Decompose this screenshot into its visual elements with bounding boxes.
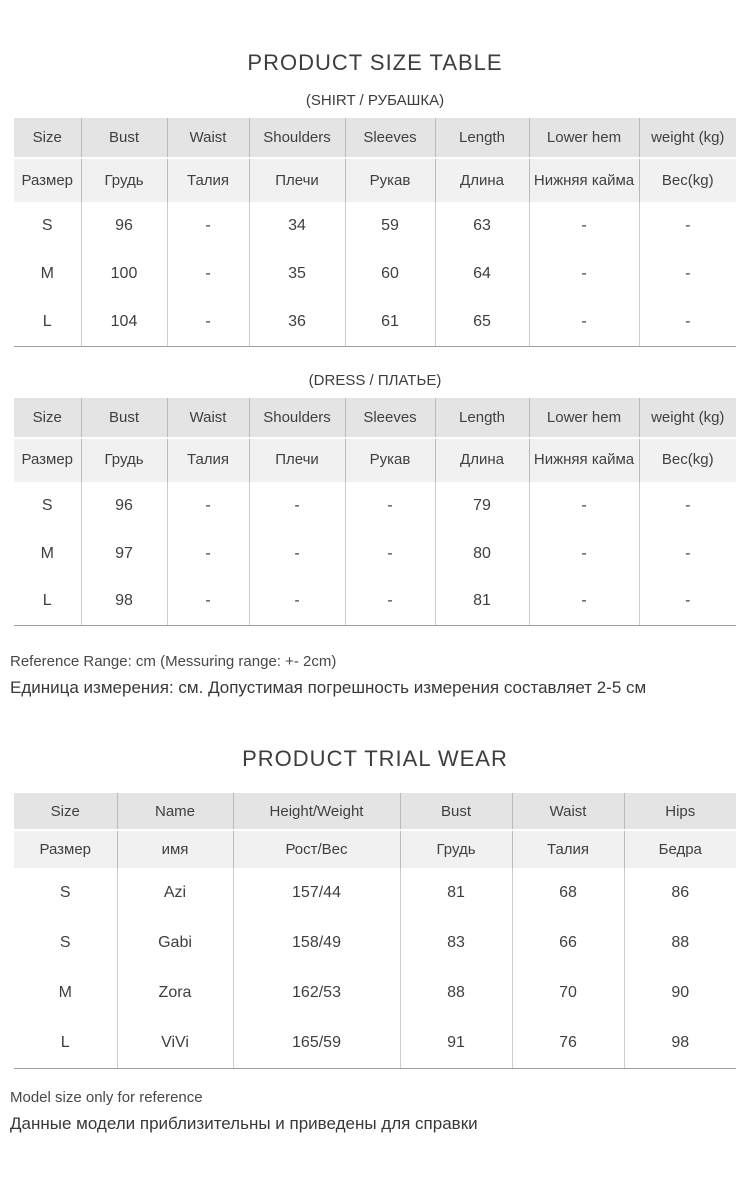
- table-row: [14, 968, 736, 1018]
- cell: 96: [81, 202, 167, 250]
- col-header-waist-ru: Талия: [512, 830, 624, 868]
- shirt-header-row-en: [14, 118, 736, 158]
- cell: 96: [81, 482, 167, 530]
- col-header-height-weight: Height/Weight: [233, 793, 400, 830]
- cell: 64: [435, 250, 529, 298]
- col-header-bust-ru: Грудь: [400, 830, 512, 868]
- col-header-waist: Waist: [167, 398, 249, 438]
- col-header-bust: Bust: [400, 793, 512, 830]
- cell: -: [167, 578, 249, 626]
- table-row: [14, 250, 736, 298]
- col-header-sleeves-ru: Рукав: [345, 438, 435, 482]
- cell: 100: [81, 250, 167, 298]
- col-header-weight: weight (kg): [639, 118, 736, 158]
- cell: -: [167, 298, 249, 346]
- table-row: [14, 482, 736, 530]
- col-header-bust: Bust: [81, 398, 167, 438]
- cell: -: [345, 578, 435, 626]
- cell: L: [14, 578, 81, 626]
- col-header-size: Size: [14, 398, 81, 438]
- table-row: [14, 868, 736, 918]
- cell: 63: [435, 202, 529, 250]
- col-header-waist-ru: Талия: [167, 438, 249, 482]
- table-row: [14, 530, 736, 578]
- col-header-waist: Waist: [512, 793, 624, 830]
- page-title: PRODUCT SIZE TABLE: [247, 50, 503, 75]
- trial-header-row-ru: [14, 830, 736, 868]
- cell: -: [529, 202, 639, 250]
- cell: -: [529, 250, 639, 298]
- col-header-size-ru: Размер: [14, 438, 81, 482]
- col-header-weight-ru: Вес(kg): [639, 438, 736, 482]
- cell: -: [167, 530, 249, 578]
- cell: 98: [624, 1018, 736, 1068]
- table-row: [14, 918, 736, 968]
- col-header-hips-ru: Бедра: [624, 830, 736, 868]
- cell: 104: [81, 298, 167, 346]
- shirt-table-subtitle: (SHIRT / РУБАШКА): [305, 92, 445, 109]
- measuring-note-en: Reference Range: cm (Messuring range: +- 2cm): [10, 653, 337, 670]
- shirt-header-row-ru: [14, 158, 736, 202]
- cell: 98: [81, 578, 167, 626]
- col-header-shoulders-ru: Плечи: [249, 438, 345, 482]
- cell: S: [14, 202, 81, 250]
- cell: 61: [345, 298, 435, 346]
- cell: -: [249, 482, 345, 530]
- col-header-weight-ru: Вес(kg): [639, 158, 736, 202]
- cell: 88: [624, 918, 736, 968]
- col-header-length-ru: Длина: [435, 158, 529, 202]
- cell: 90: [624, 968, 736, 1018]
- cell: 80: [435, 530, 529, 578]
- cell: 91: [400, 1018, 512, 1068]
- cell: 65: [435, 298, 529, 346]
- cell: 97: [81, 530, 167, 578]
- cell: 34: [249, 202, 345, 250]
- cell: Zora: [117, 968, 233, 1018]
- cell: -: [345, 530, 435, 578]
- dress-header-row-ru: [14, 438, 736, 482]
- cell: -: [249, 578, 345, 626]
- cell: -: [639, 202, 736, 250]
- cell: M: [14, 968, 117, 1018]
- dress-header-row-en: [14, 398, 736, 438]
- cell: 86: [624, 868, 736, 918]
- col-header-weight: weight (kg): [639, 398, 736, 438]
- cell: -: [639, 298, 736, 346]
- cell: -: [249, 530, 345, 578]
- cell: 59: [345, 202, 435, 250]
- col-header-hips: Hips: [624, 793, 736, 830]
- col-header-size-ru: Размер: [14, 830, 117, 868]
- table-row: [14, 298, 736, 346]
- cell: 81: [435, 578, 529, 626]
- cell: 158/49: [233, 918, 400, 968]
- cell: 162/53: [233, 968, 400, 1018]
- cell: -: [639, 530, 736, 578]
- dress-size-table: [14, 398, 736, 627]
- col-header-name: Name: [117, 793, 233, 830]
- col-header-size: Size: [14, 118, 81, 158]
- cell: ViVi: [117, 1018, 233, 1068]
- col-header-bust: Bust: [81, 118, 167, 158]
- model-note-en: Model size only for reference: [10, 1088, 203, 1106]
- cell: 76: [512, 1018, 624, 1068]
- table-row: [14, 578, 736, 626]
- cell: -: [639, 482, 736, 530]
- col-header-lower-hem: Lower hem: [529, 118, 639, 158]
- col-header-bust-ru: Грудь: [81, 438, 167, 482]
- cell: -: [639, 250, 736, 298]
- col-header-lower-hem: Lower hem: [529, 398, 639, 438]
- trial-header-row-en: [14, 793, 736, 830]
- cell: -: [529, 578, 639, 626]
- col-header-shoulders-ru: Плечи: [249, 158, 345, 202]
- col-header-sleeves-ru: Рукав: [345, 158, 435, 202]
- table-row: [14, 1018, 736, 1068]
- cell: 79: [435, 482, 529, 530]
- table-row: [14, 202, 736, 250]
- col-header-height-weight-ru: Рост/Вес: [233, 830, 400, 868]
- col-header-sleeves: Sleeves: [345, 398, 435, 438]
- col-header-waist-ru: Талия: [167, 158, 249, 202]
- cell: Gabi: [117, 918, 233, 968]
- cell: -: [167, 202, 249, 250]
- col-header-length: Length: [435, 118, 529, 158]
- col-header-length-ru: Длина: [435, 438, 529, 482]
- cell: -: [167, 482, 249, 530]
- cell: -: [639, 578, 736, 626]
- cell: 68: [512, 868, 624, 918]
- cell: 66: [512, 918, 624, 968]
- cell: 81: [400, 868, 512, 918]
- cell: -: [529, 530, 639, 578]
- cell: 70: [512, 968, 624, 1018]
- dress-table-subtitle: (DRESS / ПЛАТЬЕ): [308, 371, 442, 389]
- col-header-lower-hem-ru: Нижняя кайма: [529, 438, 639, 482]
- cell: S: [14, 918, 117, 968]
- cell: S: [14, 482, 81, 530]
- cell: L: [14, 298, 81, 346]
- cell: 36: [249, 298, 345, 346]
- cell: -: [167, 250, 249, 298]
- cell: Azi: [117, 868, 233, 918]
- cell: 35: [249, 250, 345, 298]
- col-header-lower-hem-ru: Нижняя кайма: [529, 158, 639, 202]
- col-header-shoulders: Shoulders: [249, 118, 345, 158]
- cell: 83: [400, 918, 512, 968]
- cell: 165/59: [233, 1018, 400, 1068]
- model-note-ru: Данные модели приблизительны и приведены для справки: [10, 1113, 478, 1133]
- col-header-waist: Waist: [167, 118, 249, 158]
- cell: 88: [400, 968, 512, 1018]
- col-header-shoulders: Shoulders: [249, 398, 345, 438]
- cell: S: [14, 868, 117, 918]
- cell: 157/44: [233, 868, 400, 918]
- cell: L: [14, 1018, 117, 1068]
- col-header-size: Size: [14, 793, 117, 830]
- col-header-length: Length: [435, 398, 529, 438]
- col-header-name-ru: имя: [117, 830, 233, 868]
- cell: M: [14, 530, 81, 578]
- cell: 60: [345, 250, 435, 298]
- trial-wear-title: PRODUCT TRIAL WEAR: [242, 746, 508, 771]
- col-header-sleeves: Sleeves: [345, 118, 435, 158]
- trial-wear-table: [14, 793, 736, 1069]
- cell: -: [529, 298, 639, 346]
- col-header-size-ru: Размер: [14, 158, 81, 202]
- cell: -: [529, 482, 639, 530]
- col-header-bust-ru: Грудь: [81, 158, 167, 202]
- measuring-note-ru: Единица измерения: см. Допустимая погрешность измерения составляет 2-5 см: [10, 678, 647, 697]
- shirt-size-table: [14, 118, 736, 347]
- cell: M: [14, 250, 81, 298]
- cell: -: [345, 482, 435, 530]
